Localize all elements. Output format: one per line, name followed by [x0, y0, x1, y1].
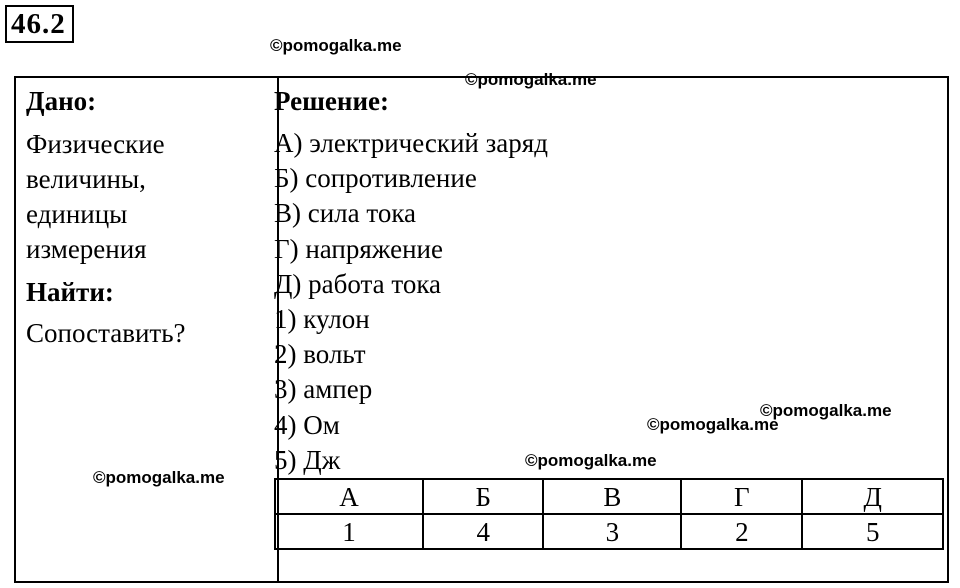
- solution-line: В) сила тока: [274, 198, 417, 229]
- answer-header-cell: Б: [423, 479, 544, 514]
- solution-line: 4) Ом: [274, 409, 340, 440]
- answer-table: [274, 478, 944, 550]
- watermark: ©pomogalka.me: [93, 468, 225, 487]
- given-line: измерения: [26, 234, 147, 264]
- solution-line: А) электрический заряд: [274, 128, 548, 158]
- problem-number: 46.2: [5, 5, 74, 43]
- solution-heading: Решение:: [274, 86, 389, 116]
- given-text: [26, 127, 266, 267]
- solution-line: Б) сопротивление: [274, 163, 477, 194]
- watermark: ©pomogalka.me: [270, 36, 402, 55]
- answer-header-row: [275, 479, 943, 514]
- solution-line: Г) напряжение: [274, 233, 443, 264]
- find-text: Сопоставить?: [26, 318, 186, 348]
- answer-header-cell: Г: [681, 479, 802, 514]
- solution-line: 3) ампер: [274, 374, 373, 405]
- answer-value-cell: 1: [275, 514, 423, 549]
- solution-line: 2) вольт: [274, 339, 366, 370]
- answer-value-row: [275, 514, 943, 549]
- solution-lines: [274, 126, 934, 478]
- solution-line: 5) Дж: [274, 444, 341, 475]
- answer-value-cell: 5: [802, 514, 943, 549]
- solution-line: Д) работа тока: [274, 268, 442, 299]
- watermark: ©pomogalka.me: [760, 401, 892, 420]
- given-line: единицы: [26, 199, 128, 229]
- given-line: величины,: [26, 164, 146, 194]
- find-heading: Найти:: [26, 277, 114, 307]
- answer-value-cell: 4: [423, 514, 544, 549]
- given-heading: Дано:: [26, 86, 97, 116]
- watermark: ©pomogalka.me: [647, 415, 779, 434]
- given-column: [26, 84, 266, 350]
- answer-header-cell: В: [543, 479, 681, 514]
- answer-header-cell: Д: [802, 479, 943, 514]
- watermark: ©pomogalka.me: [465, 70, 597, 89]
- solution-frame: [14, 76, 949, 583]
- watermark: ©pomogalka.me: [525, 451, 657, 470]
- solution-column: [274, 84, 934, 478]
- answer-value-cell: 3: [543, 514, 681, 549]
- answer-header-cell: А: [275, 479, 423, 514]
- solution-line: 1) кулон: [274, 303, 370, 334]
- given-line: Физические: [26, 129, 165, 159]
- answer-value-cell: 2: [681, 514, 802, 549]
